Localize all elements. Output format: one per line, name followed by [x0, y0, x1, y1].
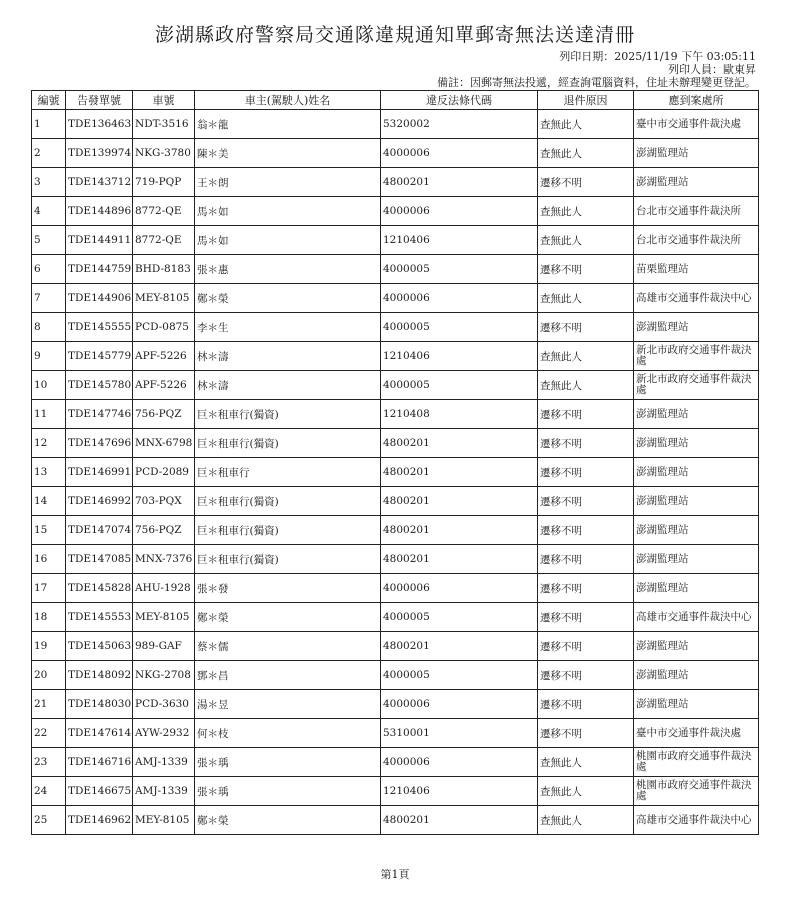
table-row	[32, 342, 759, 371]
return-reason: 遷移不明	[538, 168, 634, 197]
plate-number: PCD-0875	[133, 313, 195, 342]
violation-code: 4800201	[381, 632, 538, 661]
destination-office: 澎湖監理站	[634, 400, 759, 429]
plate-number: 989-GAF	[133, 632, 195, 661]
plate-number: AMJ-1339	[133, 748, 195, 777]
ticket-number: TDE147696	[66, 429, 133, 458]
plate-number: AMJ-1339	[133, 777, 195, 806]
destination-office: 澎湖監理站	[634, 661, 759, 690]
return-reason: 遷移不明	[538, 661, 634, 690]
table-row	[32, 777, 759, 806]
destination-office: 台北市交通事件裁決所	[634, 226, 759, 255]
plate-number: NDT-3516	[133, 110, 195, 139]
plate-number: 8772-QE	[133, 226, 195, 255]
plate-number: AYW-2932	[133, 719, 195, 748]
plate-number: MEY-8105	[133, 603, 195, 632]
row-number: 11	[32, 400, 66, 429]
owner-name: 巨＊租車行(獨資)	[195, 400, 381, 429]
owner-name: 何＊枝	[195, 719, 381, 748]
ticket-number: TDE146716	[66, 748, 133, 777]
violation-code: 4000006	[381, 748, 538, 777]
violation-code: 4800201	[381, 516, 538, 545]
ticket-number: TDE146992	[66, 487, 133, 516]
owner-name: 林＊濤	[195, 342, 381, 371]
ticket-number: TDE147614	[66, 719, 133, 748]
ticket-number: TDE147074	[66, 516, 133, 545]
owner-name: 湯＊昱	[195, 690, 381, 719]
return-reason: 遷移不明	[538, 603, 634, 632]
table-row	[32, 371, 759, 400]
violation-code: 4000005	[381, 313, 538, 342]
violation-code: 1210406	[381, 342, 538, 371]
ticket-number: TDE144759	[66, 255, 133, 284]
table-row	[32, 806, 759, 835]
owner-name: 張＊瑀	[195, 748, 381, 777]
return-reason: 遷移不明	[538, 545, 634, 574]
table-header-row	[32, 91, 759, 110]
table-row	[32, 226, 759, 255]
table-row	[32, 458, 759, 487]
destination-office: 高雄市交通事件裁決中心	[634, 284, 759, 313]
header-ticket-no: 告發單號	[66, 91, 133, 110]
violation-code: 1210406	[381, 777, 538, 806]
page-number: 第1頁	[380, 868, 410, 881]
owner-name: 張＊發	[195, 574, 381, 603]
return-reason: 遷移不明	[538, 487, 634, 516]
return-reason: 查無此人	[538, 806, 634, 835]
owner-name: 林＊濤	[195, 371, 381, 400]
ticket-number: TDE143712	[66, 168, 133, 197]
destination-office: 澎湖監理站	[634, 313, 759, 342]
destination-office: 桃園市政府交通事件裁決處	[634, 748, 759, 777]
owner-name: 鄭＊榮	[195, 284, 381, 313]
violation-code: 4000006	[381, 284, 538, 313]
table-row	[32, 748, 759, 777]
plate-number: AHU-1928	[133, 574, 195, 603]
return-reason: 遷移不明	[538, 574, 634, 603]
destination-office: 高雄市交通事件裁決中心	[634, 806, 759, 835]
return-reason: 遷移不明	[538, 313, 634, 342]
table-row	[32, 690, 759, 719]
row-number: 25	[32, 806, 66, 835]
plate-number: 8772-QE	[133, 197, 195, 226]
return-reason: 遷移不明	[538, 632, 634, 661]
destination-office: 澎湖監理站	[634, 632, 759, 661]
table-row	[32, 197, 759, 226]
row-number: 23	[32, 748, 66, 777]
violation-code: 4800201	[381, 487, 538, 516]
owner-name: 李＊生	[195, 313, 381, 342]
ticket-number: TDE146962	[66, 806, 133, 835]
return-reason: 查無此人	[538, 284, 634, 313]
row-number: 14	[32, 487, 66, 516]
violation-code: 4000006	[381, 197, 538, 226]
plate-number: NKG-3780	[133, 139, 195, 168]
table-row	[32, 110, 759, 139]
ticket-number: TDE148092	[66, 661, 133, 690]
destination-office: 澎湖監理站	[634, 545, 759, 574]
destination-office: 臺中市交通事件裁決處	[634, 110, 759, 139]
owner-name: 陳＊美	[195, 139, 381, 168]
ticket-number: TDE146675	[66, 777, 133, 806]
header-return-reason: 退件原因	[538, 91, 634, 110]
violation-code: 4800201	[381, 458, 538, 487]
return-reason: 遷移不明	[538, 400, 634, 429]
plate-number: NKG-2708	[133, 661, 195, 690]
table-row	[32, 255, 759, 284]
row-number: 8	[32, 313, 66, 342]
row-number: 5	[32, 226, 66, 255]
table-row	[32, 574, 759, 603]
ticket-number: TDE136463	[66, 110, 133, 139]
owner-name: 王＊朗	[195, 168, 381, 197]
return-reason: 遷移不明	[538, 429, 634, 458]
ticket-number: TDE147746	[66, 400, 133, 429]
violation-code: 5310001	[381, 719, 538, 748]
owner-name: 巨＊租車行(獨資)	[195, 516, 381, 545]
destination-office: 澎湖監理站	[634, 487, 759, 516]
ticket-number: TDE145555	[66, 313, 133, 342]
destination-office: 新北市政府交通事件裁決處	[634, 371, 759, 400]
table-row	[32, 632, 759, 661]
row-number: 7	[32, 284, 66, 313]
destination-office: 苗栗監理站	[634, 255, 759, 284]
row-number: 15	[32, 516, 66, 545]
violation-code: 4000006	[381, 574, 538, 603]
return-reason: 遷移不明	[538, 516, 634, 545]
violation-code: 4800201	[381, 168, 538, 197]
destination-office: 澎湖監理站	[634, 690, 759, 719]
return-reason: 遷移不明	[538, 719, 634, 748]
plate-number: 719-PQP	[133, 168, 195, 197]
plate-number: MEY-8105	[133, 806, 195, 835]
row-number: 20	[32, 661, 66, 690]
plate-number: APF-5226	[133, 371, 195, 400]
plate-number: APF-5226	[133, 342, 195, 371]
header-violation-code: 違反法條代碼	[381, 91, 538, 110]
row-number: 16	[32, 545, 66, 574]
table-row	[32, 545, 759, 574]
return-reason: 查無此人	[538, 371, 634, 400]
violation-code: 1210408	[381, 400, 538, 429]
header-destination: 應到案處所	[634, 91, 759, 110]
plate-number: MNX-6798	[133, 429, 195, 458]
plate-number: MNX-7376	[133, 545, 195, 574]
ticket-number: TDE145779	[66, 342, 133, 371]
owner-name: 蔡＊儒	[195, 632, 381, 661]
destination-office: 新北市政府交通事件裁決處	[634, 342, 759, 371]
return-reason: 查無此人	[538, 110, 634, 139]
row-number: 24	[32, 777, 66, 806]
owner-name: 張＊瑀	[195, 777, 381, 806]
return-reason: 查無此人	[538, 748, 634, 777]
destination-office: 台北市交通事件裁決所	[634, 197, 759, 226]
page-title: 澎湖縣政府警察局交通隊違規通知單郵寄無法送達清冊	[154, 24, 635, 46]
return-reason: 查無此人	[538, 139, 634, 168]
table-row	[32, 603, 759, 632]
row-number: 22	[32, 719, 66, 748]
plate-number: 703-PQX	[133, 487, 195, 516]
plate-number: PCD-3630	[133, 690, 195, 719]
return-reason: 查無此人	[538, 226, 634, 255]
undelivered-notices-table	[31, 90, 759, 835]
row-number: 3	[32, 168, 66, 197]
owner-name: 巨＊租車行(獨資)	[195, 487, 381, 516]
row-number: 13	[32, 458, 66, 487]
header-plate: 車號	[133, 91, 195, 110]
violation-code: 4000006	[381, 690, 538, 719]
row-number: 19	[32, 632, 66, 661]
violation-code: 5320002	[381, 110, 538, 139]
row-number: 2	[32, 139, 66, 168]
plate-number: BHD-8183	[133, 255, 195, 284]
table-row	[32, 139, 759, 168]
table-row	[32, 487, 759, 516]
return-reason: 查無此人	[538, 197, 634, 226]
ticket-number: TDE144906	[66, 284, 133, 313]
row-number: 9	[32, 342, 66, 371]
ticket-number: TDE145553	[66, 603, 133, 632]
violation-code: 4800201	[381, 429, 538, 458]
destination-office: 澎湖監理站	[634, 458, 759, 487]
destination-office: 澎湖監理站	[634, 516, 759, 545]
row-number: 18	[32, 603, 66, 632]
ticket-number: TDE146991	[66, 458, 133, 487]
table-row	[32, 168, 759, 197]
violation-code: 4000005	[381, 661, 538, 690]
remark-note: 備註：因郵寄無法投遞，經查詢電腦資料，住址未辦理變更登記。	[437, 76, 756, 89]
violation-code: 1210406	[381, 226, 538, 255]
ticket-number: TDE145063	[66, 632, 133, 661]
owner-name: 鄧＊昌	[195, 661, 381, 690]
ticket-number: TDE145828	[66, 574, 133, 603]
owner-name: 巨＊租車行(獨資)	[195, 429, 381, 458]
owner-name: 馬＊如	[195, 197, 381, 226]
return-reason: 遷移不明	[538, 458, 634, 487]
owner-name: 巨＊租車行	[195, 458, 381, 487]
row-number: 1	[32, 110, 66, 139]
plate-number: 756-PQZ	[133, 400, 195, 429]
ticket-number: TDE139974	[66, 139, 133, 168]
table-body	[32, 110, 759, 835]
ticket-number: TDE147085	[66, 545, 133, 574]
plate-number: MEY-8105	[133, 284, 195, 313]
table-row	[32, 400, 759, 429]
return-reason: 遷移不明	[538, 690, 634, 719]
violation-code: 4000005	[381, 255, 538, 284]
destination-office: 澎湖監理站	[634, 139, 759, 168]
header-no: 編號	[32, 91, 66, 110]
print-date: 列印日期：2025/11/19 下午 03:05:11	[559, 50, 756, 63]
owner-name: 翁＊龍	[195, 110, 381, 139]
table-row	[32, 516, 759, 545]
destination-office: 澎湖監理站	[634, 168, 759, 197]
return-reason: 查無此人	[538, 342, 634, 371]
plate-number: 756-PQZ	[133, 516, 195, 545]
ticket-number: TDE148030	[66, 690, 133, 719]
owner-name: 巨＊租車行(獨資)	[195, 545, 381, 574]
table-row	[32, 429, 759, 458]
ticket-number: TDE145780	[66, 371, 133, 400]
violation-code: 4000005	[381, 371, 538, 400]
row-number: 17	[32, 574, 66, 603]
owner-name: 張＊惠	[195, 255, 381, 284]
destination-office: 澎湖監理站	[634, 429, 759, 458]
plate-number: PCD-2089	[133, 458, 195, 487]
row-number: 12	[32, 429, 66, 458]
destination-office: 高雄市交通事件裁決中心	[634, 603, 759, 632]
row-number: 21	[32, 690, 66, 719]
table-row	[32, 719, 759, 748]
printer-name: 列印人員：歐東昇	[668, 63, 756, 76]
row-number: 4	[32, 197, 66, 226]
violation-code: 4800201	[381, 545, 538, 574]
destination-office: 澎湖監理站	[634, 574, 759, 603]
owner-name: 鄭＊榮	[195, 806, 381, 835]
row-number: 10	[32, 371, 66, 400]
violation-code: 4000005	[381, 603, 538, 632]
violation-code: 4000006	[381, 139, 538, 168]
header-owner: 車主(駕駛人)姓名	[195, 91, 381, 110]
ticket-number: TDE144896	[66, 197, 133, 226]
table-row	[32, 313, 759, 342]
table-row	[32, 661, 759, 690]
ticket-number: TDE144911	[66, 226, 133, 255]
destination-office: 臺中市交通事件裁決處	[634, 719, 759, 748]
return-reason: 遷移不明	[538, 255, 634, 284]
owner-name: 馬＊如	[195, 226, 381, 255]
row-number: 6	[32, 255, 66, 284]
return-reason: 查無此人	[538, 777, 634, 806]
destination-office: 桃園市政府交通事件裁決處	[634, 777, 759, 806]
owner-name: 鄭＊榮	[195, 603, 381, 632]
violation-code: 4800201	[381, 806, 538, 835]
table-row	[32, 284, 759, 313]
